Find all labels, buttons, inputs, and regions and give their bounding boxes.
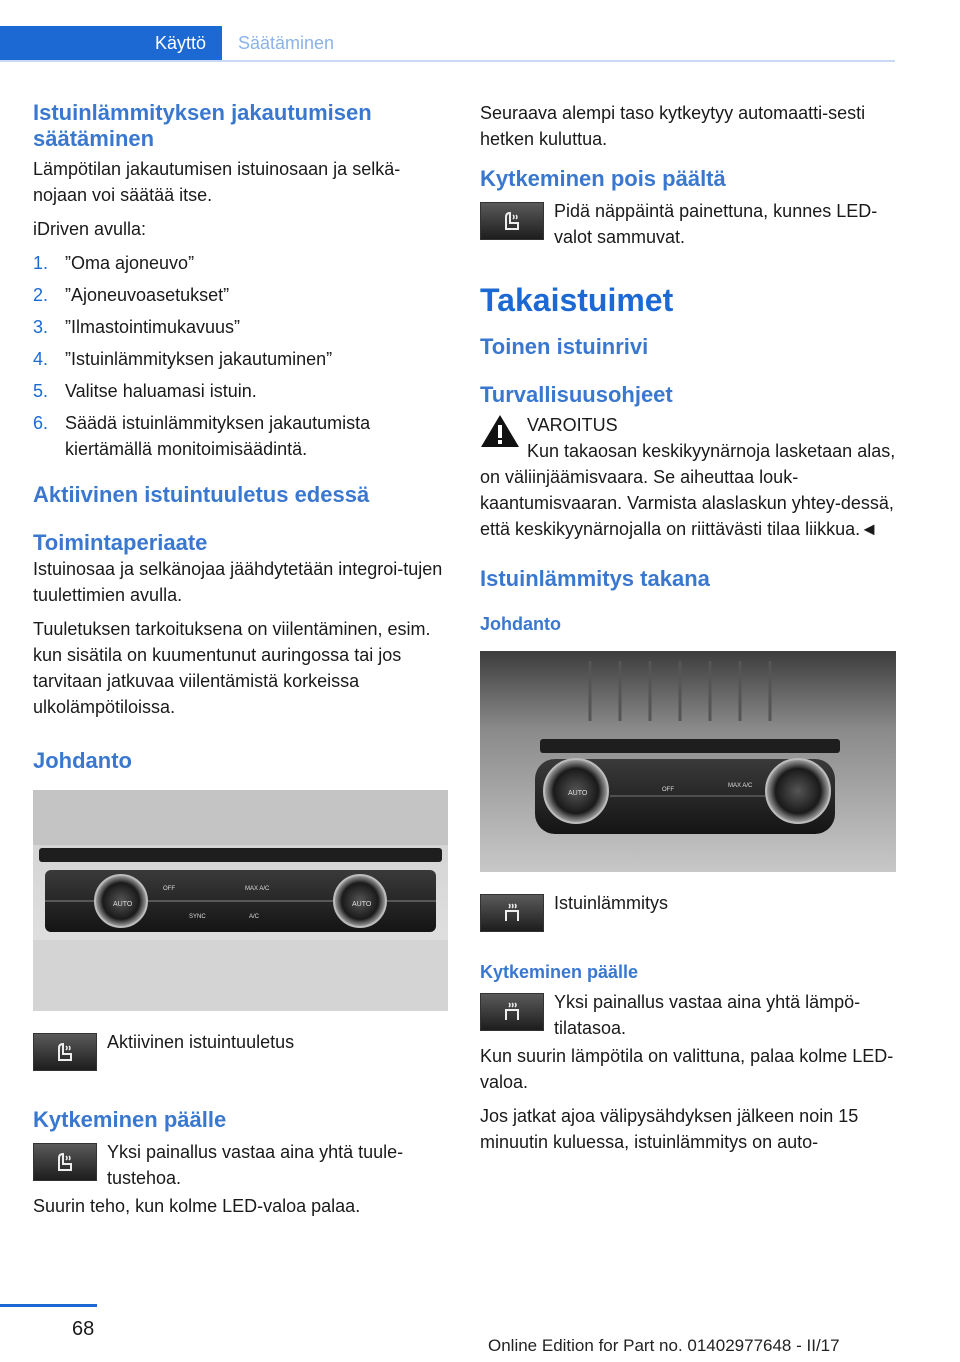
heading-seat-heating-distribution: Istuinlämmityksen jakautumisen säätäminen [33, 100, 372, 151]
caption-heating: Istuinlämmitys [554, 893, 669, 913]
rear-panel-image [480, 651, 896, 872]
icon-row-ventilation [33, 1029, 448, 1073]
panel-label: AUTO [352, 901, 372, 908]
heading-intro-2: Johdanto [480, 614, 561, 634]
tab-kaytto[interactable]: Käyttö [0, 26, 222, 60]
panel-label: MAX A/C [245, 886, 270, 892]
heading-principle: Toimintaperiaate [33, 530, 208, 555]
edition-note: Online Edition for Part no. 01402977648 - II/17 [488, 1336, 840, 1355]
warning-text: Kun takaosan keskikyynärnoja lasketaan alas, on väliinjäämisvaara. Se aiheuttaa louk-kaantumisvaaran. Varmista alaslaskun yhtey-dessä, että keskikyynärnojalla on riittävästi tilaa liikkua.◄ [480, 441, 896, 539]
list-item: 3. ”Ilmastointimukavuus” [33, 317, 241, 337]
icon-row-switch-on [33, 1139, 448, 1191]
heading-switch-on-2: Kytkeminen päälle [480, 962, 639, 982]
header-tabs [0, 26, 895, 60]
heading-switch-off: Kytkeminen pois päältä [480, 166, 726, 191]
text-switch-on: Yksi painallus vastaa aina yhtä tuule-tustehoa. [107, 1142, 404, 1188]
seat-ventilation-button-icon [33, 1143, 97, 1181]
para-continue: Jos jatkat ajoa välipysähdyksen jälkeen noin 15 minuutin kuluessa, istuinlämmitys on auto- [480, 1106, 859, 1152]
heading-intro: Johdanto [33, 748, 132, 773]
panel-label: AUTO [568, 790, 588, 797]
panel-label: A/C [249, 914, 260, 920]
heading-active-ventilation: Aktiivinen istuintuuletus edessä [33, 482, 370, 507]
heading-rear-seats: Takaistuimet [480, 282, 674, 318]
seat-ventilation-button-icon [33, 1033, 97, 1071]
rear-panel-drawing [480, 651, 896, 872]
list-item: 4. ”Istuinlämmityksen jakautuminen” [33, 349, 333, 369]
icon-row-switch-off [480, 198, 896, 250]
footer-accent-line [0, 1304, 97, 1307]
warning-triangle-icon [480, 414, 520, 448]
text-switch-on-2: Yksi painallus vastaa aina yhtä lämpö-tilatasoa. [554, 992, 861, 1038]
list-item: 2. ”Ajoneuvoasetukset” [33, 285, 230, 305]
list-item: 6. Säädä istuinlämmityksen jakautumista kiertämällä monitoimisäädintä. [33, 413, 371, 459]
icon-row-heating [480, 890, 896, 934]
panel-label: OFF [662, 787, 674, 793]
seat-heating-button-icon [480, 894, 544, 932]
warning-block [480, 412, 896, 542]
panel-label: SYNC [189, 914, 206, 920]
climate-panel-drawing [33, 790, 448, 1011]
panel-label: AUTO [113, 901, 133, 908]
para-principle-2: Tuuletuksen tarkoituksena on viilentäminen, esim. kun sisätila on kuumentunut auringossa tai jos tarvitaan jatkuvaa viilentämistä korkeissa ulkolämpötiloissa. [33, 619, 431, 717]
left-column [33, 100, 448, 1227]
para-max: Suurin teho, kun kolme LED-valoa palaa. [33, 1196, 361, 1216]
right-column [480, 100, 896, 1163]
warning-title: VAROITUS [527, 415, 618, 435]
tab-saataminen[interactable]: Säätäminen [238, 33, 335, 53]
header-divider [0, 60, 895, 62]
heading-switch-on: Kytkeminen päälle [33, 1107, 227, 1132]
text-switch-off: Pidä näppäintä painettuna, kunnes LED-valot sammuvat. [554, 201, 878, 247]
para-seat-distribution: Lämpötilan jakautumisen istuinosaan ja selkä-nojaan voi säätää itse. [33, 159, 401, 205]
para-next-level: Seuraava alempi taso kytkeytyy automaatti-sesti hetken kuluttua. [480, 103, 866, 149]
para-principle-1: Istuinosaa ja selkänojaa jäähdytetään integroi-tujen tuulettimien avulla. [33, 559, 443, 605]
climate-panel-image [33, 790, 448, 1011]
heading-rear-heating: Istuinlämmitys takana [480, 566, 710, 591]
list-item: 5. Valitse haluamasi istuin. [33, 381, 257, 401]
heading-second-row: Toinen istuinrivi [480, 334, 649, 359]
page-number: 68 [72, 1318, 95, 1340]
list-item: 1. ”Oma ajoneuvo” [33, 253, 195, 273]
icon-row-switch-on-2 [480, 989, 896, 1041]
seat-heating-button-icon [480, 993, 544, 1031]
panel-label: MAX A/C [728, 783, 753, 789]
steps-list [33, 250, 448, 462]
seat-ventilation-button-icon [480, 202, 544, 240]
para-max-2: Kun suurin lämpötila on valittuna, palaa kolme LED-valoa. [480, 1046, 894, 1092]
caption-ventilation: Aktiivinen istuintuuletus [107, 1032, 295, 1052]
heading-safety: Turvallisuusohjeet [480, 382, 673, 407]
panel-label: OFF [163, 886, 175, 892]
para-idrive: iDriven avulla: [33, 219, 147, 239]
